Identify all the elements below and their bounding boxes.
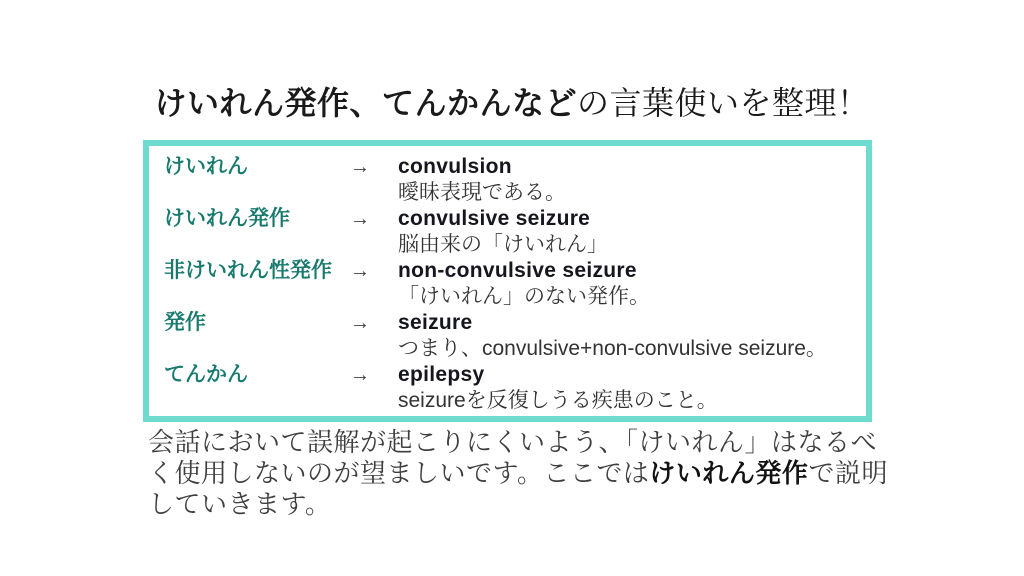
term-en: convulsive seizure (398, 207, 591, 230)
footer-text-bold: けいれん発作 (649, 458, 809, 488)
page-title (12, 84, 1012, 122)
term-ja: けいれん発作 (164, 207, 290, 230)
definition (398, 154, 866, 206)
term-ja: てんかん (164, 363, 248, 386)
footer-text-post: で説明していきます。 (148, 458, 888, 519)
glossary-row (164, 154, 866, 206)
arrow-right-icon: → (350, 208, 370, 230)
page-title-rest: の言葉使いを整理！ (577, 85, 870, 121)
footer-text-pre: 会話において誤解が起こりにくいよう、「けいれん」はなるべく使用しないのが望ましいです。ここでは (148, 427, 878, 488)
term-note: つまり、convulsive+non-convulsive seizure。 (398, 337, 827, 360)
term-en: convulsion (398, 155, 512, 178)
footer-note (148, 427, 900, 520)
arrow-right-icon: → (350, 260, 370, 282)
term-note: 「けいれん」のない発作。 (398, 285, 650, 308)
definition (398, 310, 866, 362)
definition (398, 206, 866, 258)
page-title-emphasis: けいれん発作、てんかんなど (154, 85, 577, 121)
arrow-right-icon: → (350, 312, 370, 334)
term-ja: 非けいれん性発作 (164, 259, 332, 282)
definition (398, 258, 866, 310)
arrow-right-icon: → (350, 364, 370, 386)
glossary-row (164, 258, 866, 310)
glossary-box (143, 140, 872, 422)
term-note: 曖昧表現である。 (398, 181, 566, 204)
glossary-row (164, 206, 866, 258)
term-ja: 発作 (164, 311, 206, 334)
glossary-row (164, 310, 866, 362)
glossary-row (164, 362, 866, 414)
term-note: seizureを反復しうる疾患のこと。 (398, 389, 718, 412)
definition (398, 362, 866, 414)
term-en: epilepsy (398, 363, 485, 386)
term-en: non-convulsive seizure (398, 259, 637, 282)
term-ja: けいれん (164, 155, 248, 178)
arrow-right-icon: → (350, 156, 370, 178)
term-note: 脳由来の「けいれん」 (398, 233, 608, 256)
term-en: seizure (398, 311, 473, 334)
